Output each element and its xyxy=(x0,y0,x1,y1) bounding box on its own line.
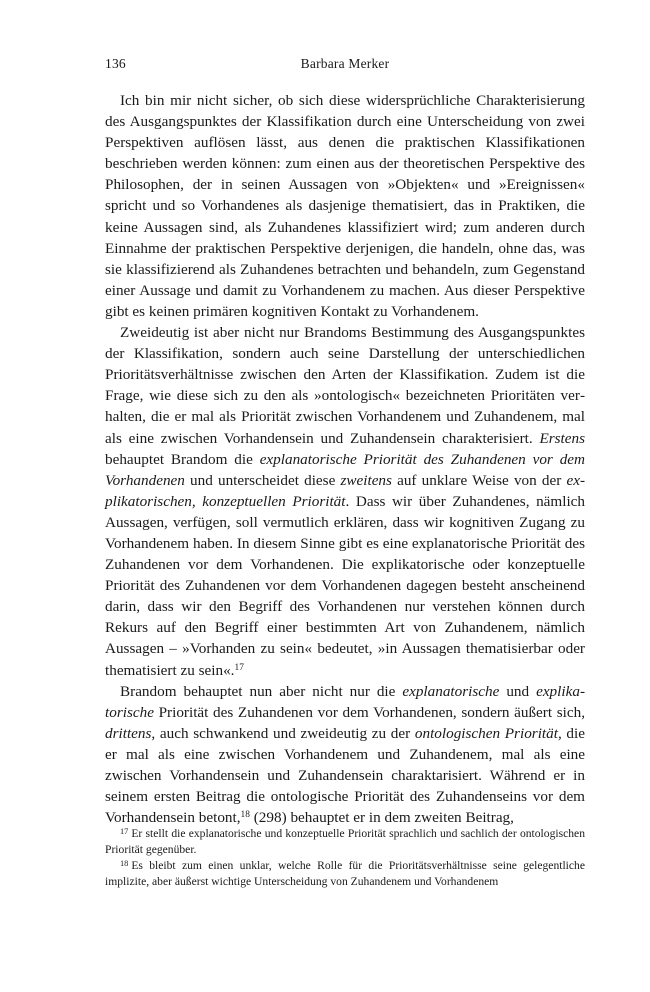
paragraph-1-text: Ich bin mir nicht sicher, ob sich diese widersprüchliche Charakterisierung des Ausgangspunktes der Klassifikation durch eine Unterscheidung von zwei Perspektiven auflösen lässt, aus denen die praktischen Klassifikationen beschrieben werden können: zum einen aus der theoretischen Perspektive des Philosophen, der in seinen Aussagen von »Objekten« und »Ereignissen« spricht und so Vorhandenes als dasjenige thematisiert, das in Praktiken, die keine Aussagen sind, als Zuhandenes klassifiziert wird; zum anderen durch Einnahme der praktischen Perspektive derjenigen, die handeln, ohne das, was sie klassifizierend als Zuhandenes betrachten und behandeln, zum Gegenstand einer Aussage und damit zu Vorhandenem zu machen. Aus dieser Perspektive gibt es keinen primären kognitiven Kontakt zu Vorhandenem. xyxy=(105,92,585,320)
footnote-text: Es bleibt zum einen unklar, welche Rolle für die Prioritätsverhältnisse seine gelegentliche implizite, aber äußerst wichtige Unterscheidung von Zuhandenem und Vorhandenem xyxy=(105,859,585,888)
running-header-author: Barbara Merker xyxy=(300,56,390,71)
emphasis-drittens: drittens xyxy=(105,724,152,742)
footnote-18 xyxy=(105,858,585,890)
paragraph-3-text: , die er mal als eine zwischen Vorhandenem und Zuhandenem, mal als eine zwischen Vorhandensein und Zuhandensein charaktarisiert. Während er in seinem ersten Beitrag die ontologische Priorität des Zuhandenseins vor dem Vorhandensein betont, xyxy=(105,724,585,827)
footnote-reference-18[interactable]: 18 xyxy=(240,810,250,821)
emphasis-ontologische-prioritaet: ontologischen Priorität xyxy=(414,724,558,742)
emphasis-explikatorische-prioritaet: explikatorischen, konzeptuellen Priorität xyxy=(105,471,586,510)
footnotes xyxy=(105,826,585,890)
emphasis-erstens: Erstens xyxy=(539,429,585,447)
paragraph-3-text: und xyxy=(499,682,537,700)
emphasis-zweitens: zweitens xyxy=(340,471,392,489)
emphasis-explanatorische-prioritaet: explanatorische Priorität des Zuhandenen vor dem Vorhandenen xyxy=(105,450,586,489)
page-content xyxy=(105,56,585,828)
footnote-marker: 17 xyxy=(120,827,129,837)
paragraph-3-text: (298) behauptet er in dem zweiten Beitrag, xyxy=(249,809,514,827)
page-number: 136 xyxy=(105,56,126,71)
body-text xyxy=(105,90,585,828)
paragraph-3-text: Priorität des Zuhandenen vor dem Vorhandenen, sondern äußert sich, xyxy=(153,703,585,721)
footnote-reference-17[interactable]: 17 xyxy=(234,662,244,673)
paragraph-2 xyxy=(105,322,585,681)
emphasis-explanatorische: explanatorische xyxy=(402,682,500,700)
footnote-17 xyxy=(105,826,585,858)
paragraph-3-text: , auch schwankend und zweideutig zu der xyxy=(151,724,415,742)
footnote-marker: 18 xyxy=(120,859,129,869)
paragraph-2-text: behauptet Brandom die xyxy=(105,450,260,468)
paragraph-2-text: auf unklare Weise von der xyxy=(391,471,567,489)
paragraph-1 xyxy=(105,90,585,322)
paragraph-2-text: Zweideutig ist aber nicht nur Brandoms Bestimmung des Ausgangspunktes der Klassifikation, sondern auch seine Darstellung der unterschiedlichen Prioritätsverhältnisse zwischen den Arten der Klassifikation. Zudem ist die Frage, wie diese sich zu den als »ontologisch« bezeichneten Prioritäten verhalten, die er mal als Priorität zwischen Vorhandenem und Zuhandenem, mal als eine zwischen Vorhandensein und Zuhandensein charakterisiert. xyxy=(105,324,585,447)
footnote-text: Er stellt die explanatorische und konzeptuelle Priorität sprachlich und sachlich der ontologischen Priorität gegenüber. xyxy=(105,827,585,856)
emphasis-explikatorische: explikatorische xyxy=(105,682,585,721)
paragraph-3 xyxy=(105,681,585,829)
paragraph-2-text: . Dass wir über Zuhandenes, nämlich Aussagen, verfügen, soll vermutlich erklären, dass wir kognitiven Zugang zu Vorhandenem haben. In diesem Sinne gibt es eine explanatorische Priorität des Zuhandenen vor dem Vorhandenen. Die explikatorische oder konzeptuelle Priorität des Zuhandenen vor dem Vorhandenen dagegen besteht anscheinend darin, dass wir den Begriff des Vorhandenen nur verstehen können durch Rekurs auf den Begriff einer bestimmten Art von Zuhandenem, nämlich Aussagen – »Vorhanden zu sein« bedeutet, »in Aussagen thematisierbar oder thematisiert zu sein«. xyxy=(105,492,586,679)
paragraph-3-text: Brandom behauptet nun aber nicht nur die xyxy=(120,682,403,700)
paragraph-2-text: und unterscheidet diese xyxy=(184,471,341,489)
running-header xyxy=(105,56,585,78)
